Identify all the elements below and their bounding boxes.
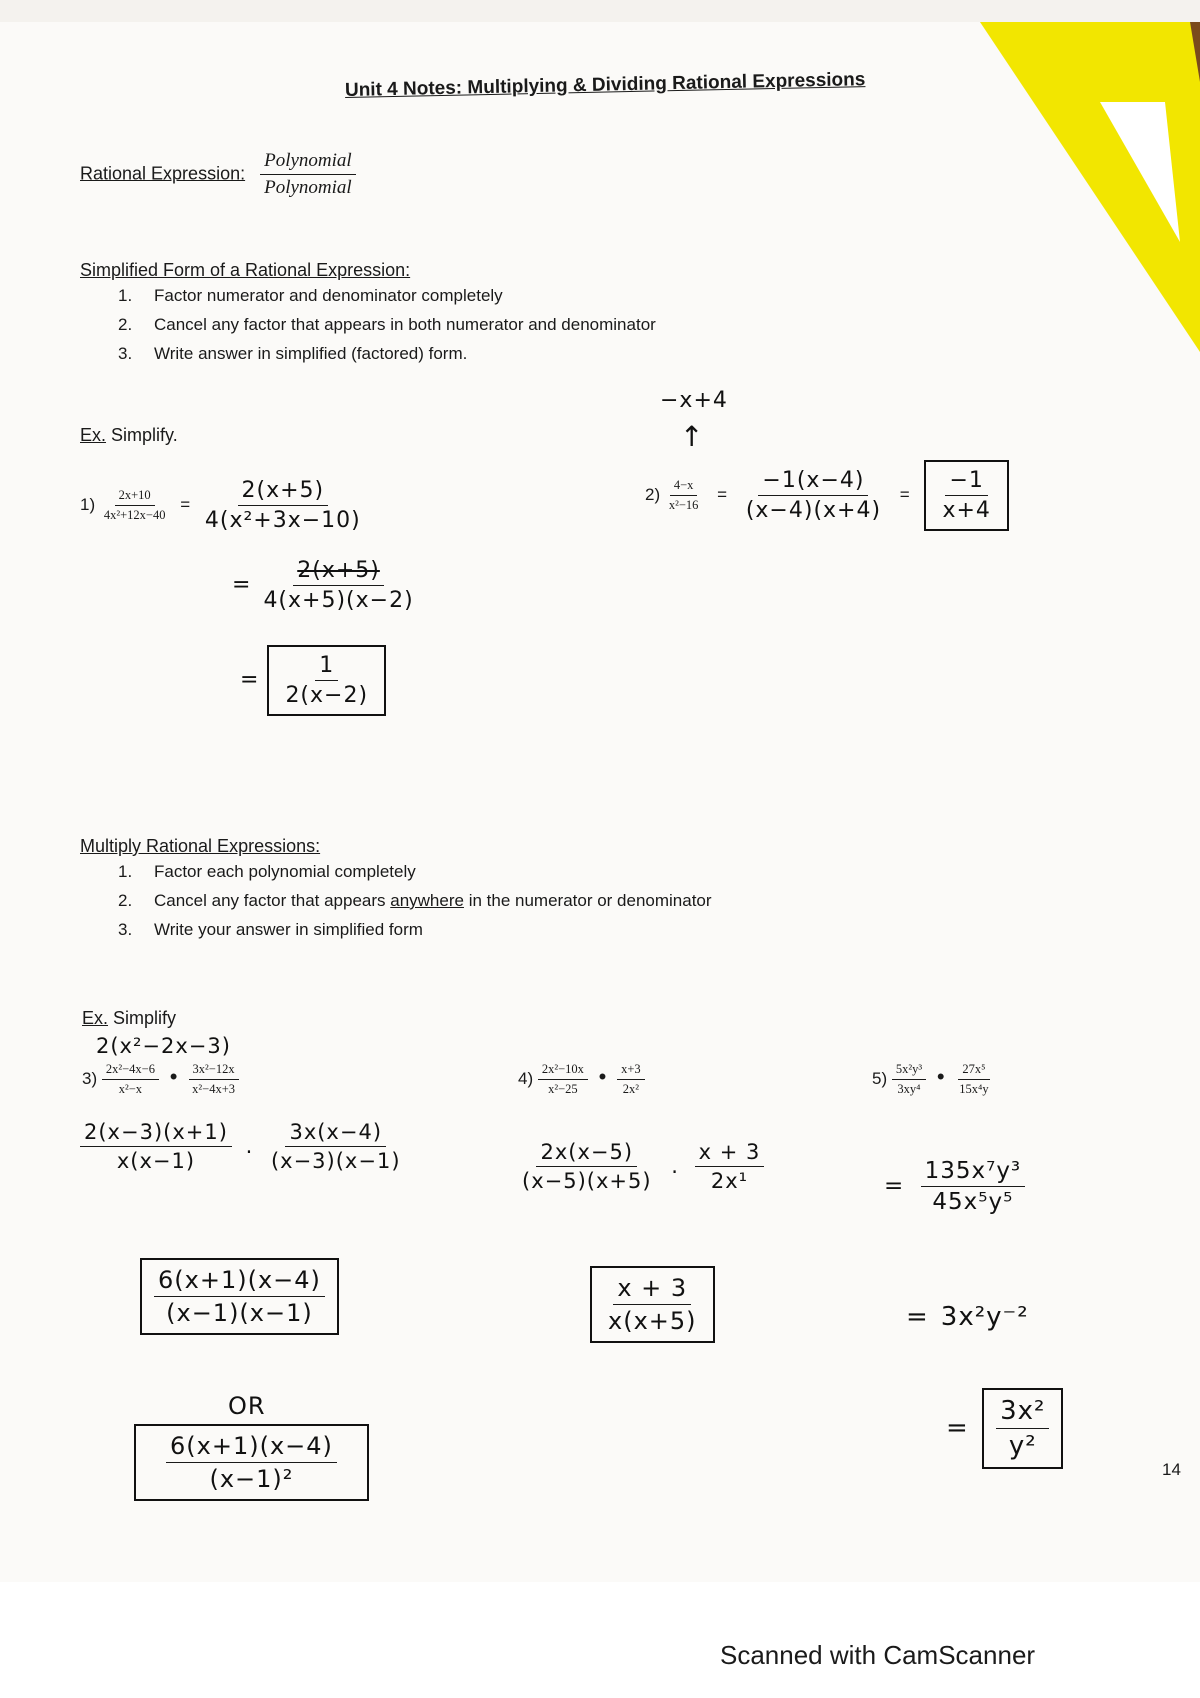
problem-2-arrow: ↑	[680, 420, 705, 453]
simplified-step-2: 2. Cancel any factor that appears in both numerator and denominator	[118, 315, 656, 334]
problem-3-or: OR	[228, 1392, 266, 1420]
problem-3-note: 2(x²−2x−3)	[96, 1034, 231, 1058]
problem-1: 1) $\frac{2x+10}{\text{4x²+12x−40}}$ = $\frac{2(x+5)}{\text{4(x²+3x−10)}}$	[80, 478, 365, 533]
simplified-step-1: 1. Factor numerator and denominator completely	[118, 286, 503, 305]
problem-3: 3) $\frac{\text{2x²−4x−6}}{\text{x²−x}}$ • $\frac{\text{3x²−12x}}{\text{x²−4x+3}}$	[82, 1062, 239, 1097]
multiply-step-3: 3. Write your answer in simplified form	[118, 920, 423, 939]
problem-4-answer: $\frac{x + 3}{x(x+5)}$	[590, 1266, 715, 1343]
problem-3-answer-2: $\frac{6(x+1)(x-4)}{\text{(x−1)²}}$	[134, 1424, 369, 1501]
definition-fraction	[260, 150, 356, 199]
page-title: Unit 4 Notes: Multiplying & Dividing Rational Expressions	[344, 69, 866, 101]
simplified-steps	[118, 286, 656, 373]
problem-2-answer: $\frac{-1}{x+4}$	[924, 460, 1008, 531]
problem-2-fraction: $\frac{4-x}{\text{x²−16}}$	[668, 478, 699, 512]
definition-numerator: Polynomial	[260, 150, 356, 175]
multiply-step-2: 2. Cancel any factor that appears anywhere in the numerator or denominator	[118, 891, 712, 910]
problem-2-work: $\frac{-1(x-4)}{(x-4)(x+4)}$	[745, 468, 882, 523]
definition-denominator: Polynomial	[264, 177, 352, 198]
example1-heading: Ex. Simplify.	[80, 425, 178, 445]
definition-row	[80, 150, 356, 199]
problem-4: 4) $\frac{\text{2x²−10x}}{\text{x²−25}}$ • $\frac{x+3}{\text{2x²}}$	[518, 1062, 645, 1097]
folded-corner	[980, 22, 1200, 352]
problem-5: 5) $\frac{\text{5x²y³}}{\text{3xy⁴}}$ • $\frac{\text{27x⁵}}{\text{15x⁴y}}$	[872, 1062, 989, 1096]
problem-5-work: = $\frac{\text{135x⁷y³}}{\text{45x⁵y⁵}}$	[884, 1158, 1025, 1215]
example2-heading: Ex. Simplify	[82, 1008, 177, 1028]
multiply-heading: Multiply Rational Expressions:	[80, 836, 321, 856]
problem-1-work-2: = $\frac{2(x+5)}{4(x+5)(x-2)}$	[232, 558, 414, 613]
problem-3-answer-1: $\frac{6(x+1)(x-4)}{(x-1)(x-1)}$	[140, 1258, 339, 1335]
problem-3-work: $\frac{2(x-3)(x+1)}{x(x-1)}$ . $\frac{3x(x-4)}{(x-3)(x-1)}$	[80, 1120, 405, 1173]
problem-1-label: 1)	[80, 494, 96, 514]
problem-4-work: $\frac{2x(x-5)}{(x-5)(x+5)}$ . $\frac{x + 3}{\text{2x¹}}$	[518, 1140, 764, 1193]
problem-5-work-2: = 3x²y⁻²	[906, 1302, 1029, 1332]
problem-1-fraction: $\frac{2x+10}{\text{4x²+12x−40}}$	[103, 488, 166, 522]
camscanner-watermark: Scanned with CamScanner	[720, 1640, 1036, 1670]
simplified-heading: Simplified Form of a Rational Expression:	[80, 260, 411, 280]
problem-1-answer: = $\frac{1}{2(x-2)}$	[240, 645, 386, 716]
page-number: 14	[1162, 1460, 1181, 1479]
problem-5-answer: = $\frac{\text{3x²}}{\text{y²}}$	[946, 1388, 1063, 1469]
problem-2-note: −x+4	[660, 388, 728, 413]
multiply-steps	[118, 862, 712, 949]
multiply-step-1: 1. Factor each polynomial completely	[118, 862, 416, 881]
definition-label: Rational Expression:	[80, 163, 246, 184]
problem-1-work-1: $\frac{2(x+5)}{\text{4(x²+3x−10)}}$	[204, 478, 361, 533]
simplified-step-3: 3. Write answer in simplified (factored) form.	[118, 344, 468, 363]
problem-2: 2) $\frac{4-x}{\text{x²−16}}$ = $\frac{-1(x-4)}{(x-4)(x+4)}$ = $\frac{-1}{x+4}$	[645, 460, 1009, 531]
